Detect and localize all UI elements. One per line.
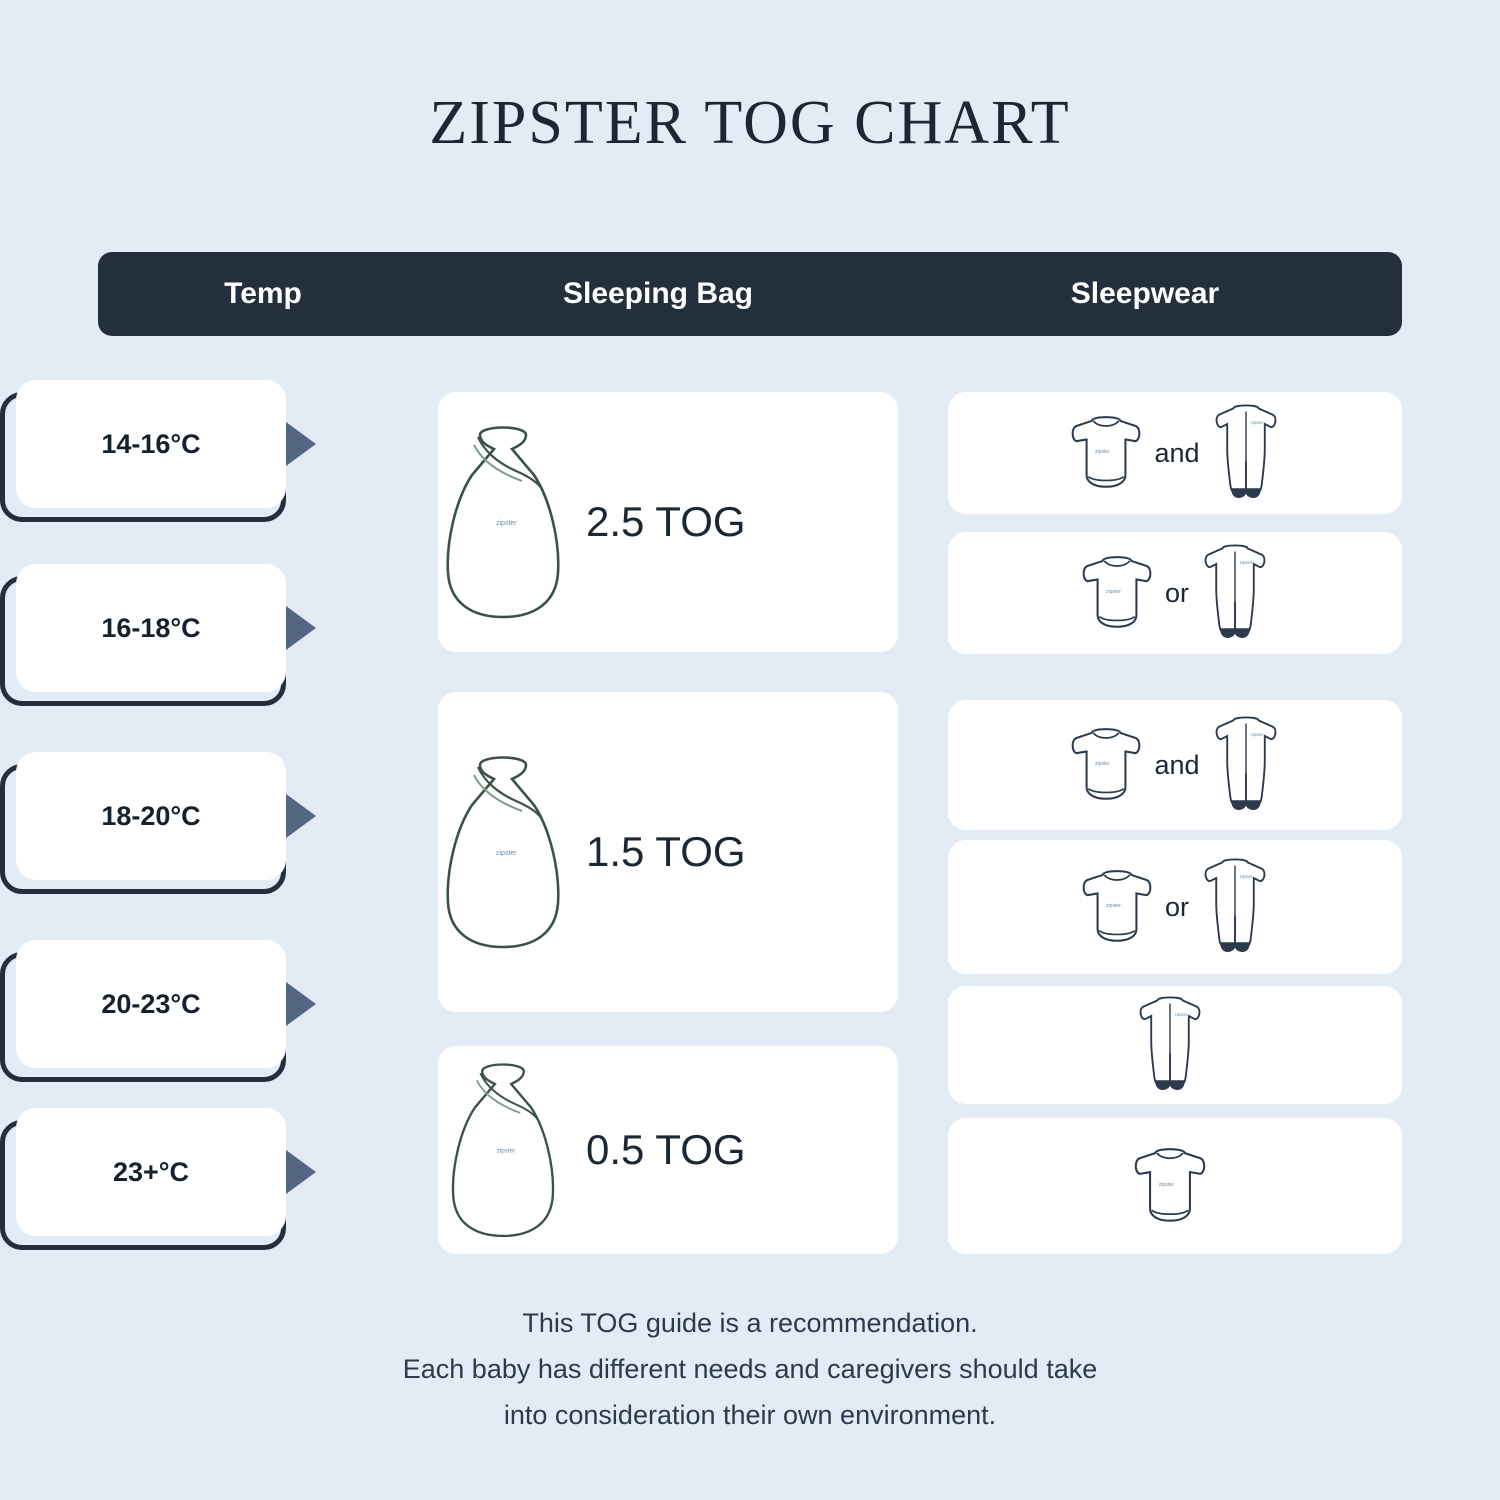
tog-value: 0.5 TOG xyxy=(586,1126,746,1173)
temp-arrow-icon xyxy=(286,794,316,838)
sleepwear-card-1 xyxy=(948,392,1402,514)
sleeping-bag-icon xyxy=(438,417,568,627)
page-title: ZIPSTER TOG CHART xyxy=(429,89,1071,157)
temp-arrow-icon xyxy=(286,606,316,650)
svg-text:zipster: zipster xyxy=(496,850,517,857)
tog-value: 2.5 TOG xyxy=(586,498,746,545)
bodysuit-icon xyxy=(1079,549,1155,637)
table-header xyxy=(98,252,1402,336)
temp-chip-20-23 xyxy=(0,952,300,1082)
svg-text:zipster: zipster xyxy=(1106,589,1121,595)
footer-line-2: Each baby has different needs and caregivers should take xyxy=(402,1354,1098,1384)
svg-text:zipster: zipster xyxy=(496,1147,516,1155)
svg-text:zipster: zipster xyxy=(1239,874,1253,880)
svg-text:zipster: zipster xyxy=(1095,449,1111,455)
temp-chip-label: 20-23°C xyxy=(16,940,286,1068)
sleeping-bag-icon xyxy=(438,1055,568,1245)
sleepwear-card-6 xyxy=(948,1118,1402,1254)
sleepwear-conjunction: and xyxy=(1154,437,1200,468)
footer-line-3: into consideration their own environment. xyxy=(503,1400,997,1430)
svg-text:zipster: zipster xyxy=(1106,903,1121,909)
svg-text:zipster: zipster xyxy=(1250,420,1263,426)
temp-chip-label: 23+°C xyxy=(16,1108,286,1236)
bodysuit-icon xyxy=(1068,721,1144,809)
footer-note xyxy=(0,1300,1500,1438)
temp-arrow-icon xyxy=(286,982,316,1026)
bodysuit-icon xyxy=(1079,863,1155,951)
temp-chip-14-16 xyxy=(0,392,300,522)
footed-sleepsuit-icon xyxy=(1199,538,1271,648)
sleeping-bag-card-0-5 xyxy=(438,1046,898,1254)
sleeping-bag-card-2-5 xyxy=(438,392,898,652)
tog-value: 1.5 TOG xyxy=(586,828,746,875)
svg-text:zipster: zipster xyxy=(1174,1012,1188,1018)
header-sleepwear: Sleepwear xyxy=(1070,277,1220,310)
temp-arrow-icon xyxy=(286,1150,316,1194)
svg-text:zipster: zipster xyxy=(1158,1182,1175,1188)
svg-text:zipster: zipster xyxy=(496,520,517,527)
bodysuit-icon xyxy=(1068,409,1144,497)
sleepwear-card-5 xyxy=(948,986,1402,1104)
sleepwear-card-4 xyxy=(948,840,1402,974)
svg-text:zipster: zipster xyxy=(1239,560,1253,566)
sleeping-bag-card-1-5 xyxy=(438,692,898,1012)
footed-sleepsuit-icon xyxy=(1199,852,1271,962)
sleepwear-card-2 xyxy=(948,532,1402,654)
sleepwear-conjunction: or xyxy=(1164,577,1189,608)
header-temp: Temp xyxy=(224,277,302,310)
header-sleeping-bag: Sleeping Bag xyxy=(562,277,754,310)
footed-sleepsuit-icon xyxy=(1134,991,1206,1099)
footer-line-1: This TOG guide is a recommendation. xyxy=(522,1308,978,1338)
temp-chip-label: 18-20°C xyxy=(16,752,286,880)
sleepwear-card-3 xyxy=(948,700,1402,830)
temp-arrow-icon xyxy=(286,422,316,466)
sleepwear-conjunction: and xyxy=(1154,749,1200,780)
footed-sleepsuit-icon xyxy=(1210,710,1282,820)
sleeping-bag-icon xyxy=(438,747,568,957)
svg-text:zipster: zipster xyxy=(1250,732,1263,738)
temp-chip-23plus xyxy=(0,1120,300,1250)
footed-sleepsuit-icon xyxy=(1210,398,1282,508)
temp-chip-16-18 xyxy=(0,576,300,706)
sleepwear-conjunction: or xyxy=(1164,891,1189,922)
temp-chip-18-20 xyxy=(0,764,300,894)
svg-text:zipster: zipster xyxy=(1095,761,1111,767)
temp-chip-label: 16-18°C xyxy=(16,564,286,692)
bodysuit-icon xyxy=(1131,1140,1209,1232)
temp-chip-label: 14-16°C xyxy=(16,380,286,508)
